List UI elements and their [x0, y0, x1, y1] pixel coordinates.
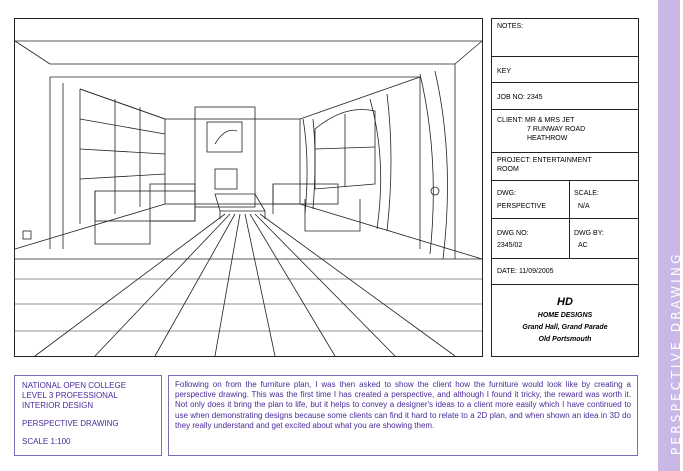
divider	[569, 181, 570, 218]
project-line-2: ROOM	[497, 166, 519, 173]
description-box	[168, 375, 638, 456]
scale-label: SCALE:	[574, 190, 599, 197]
notes-row	[492, 19, 638, 57]
dwg-by-label: DWG BY:	[574, 230, 604, 237]
dwg-scale-row	[492, 181, 638, 219]
dwg-label: DWG:	[497, 190, 517, 197]
description-text: Following on from the furniture plan, I was then asked to show the client how the furniture would look like by creating a perspective drawing. This was the first time I has created a perspective, and although I found it tricky, the reward was worth it. Not only does it bring the plan to life, but it helps to convey a designer's ideas to a client more easily which I have continued to use when demonstrating designs because some clients can find it hard to relate to a 2D plan, and when shown an idea in 3D do they really understand and get excited about what you are showing them.	[175, 380, 631, 430]
project-line-1: PROJECT: ENTERTAINMENT	[497, 157, 592, 164]
client-address-line-1: 7 RUNWAY ROAD	[527, 126, 586, 133]
dwg-no-value: 2345/02	[497, 242, 523, 249]
dwg-no-label: DWG NO:	[497, 230, 529, 237]
side-banner	[658, 0, 683, 471]
job-no-row	[492, 83, 638, 110]
client-row	[492, 110, 638, 153]
key-row	[492, 57, 638, 83]
title-block	[491, 18, 639, 357]
course-info-box	[14, 375, 162, 456]
client-label: CLIENT: MR & MRS JET	[497, 117, 575, 124]
notes-label: NOTES:	[497, 23, 524, 30]
logo-company-name: HOME DESIGNS	[537, 312, 593, 319]
perspective-drawing	[14, 18, 483, 357]
drawing-type: PERSPECTIVE DRAWING	[22, 419, 119, 428]
date: DATE: 11/09/2005	[497, 268, 554, 275]
dwg-value: PERSPECTIVE	[497, 203, 547, 210]
course-line-1: NATIONAL OPEN COLLEGE	[22, 381, 127, 390]
logo-address-1: Grand Hall, Grand Parade	[522, 324, 608, 331]
job-no: JOB NO: 2345	[497, 94, 543, 101]
project-row	[492, 153, 638, 181]
divider	[569, 219, 570, 258]
room-sketch	[15, 19, 482, 356]
logo-address-2: Old Portsmouth	[538, 336, 592, 343]
side-banner-text: PERSPECTIVE DRAWING	[669, 251, 683, 455]
dwg-by-value: AC	[578, 242, 588, 249]
dwg-no-row	[492, 219, 638, 259]
logo-initials: HD	[557, 296, 573, 308]
course-scale: SCALE 1:100	[22, 437, 71, 446]
course-line-2: LEVEL 3 PROFESSIONAL	[22, 391, 118, 400]
key-label: KEY	[497, 68, 512, 75]
course-line-3: INTERIOR DESIGN	[22, 401, 94, 410]
date-row	[492, 259, 638, 285]
company-logo	[492, 285, 638, 356]
client-address-line-2: HEATHROW	[527, 135, 568, 142]
scale-value: N/A	[578, 203, 590, 210]
